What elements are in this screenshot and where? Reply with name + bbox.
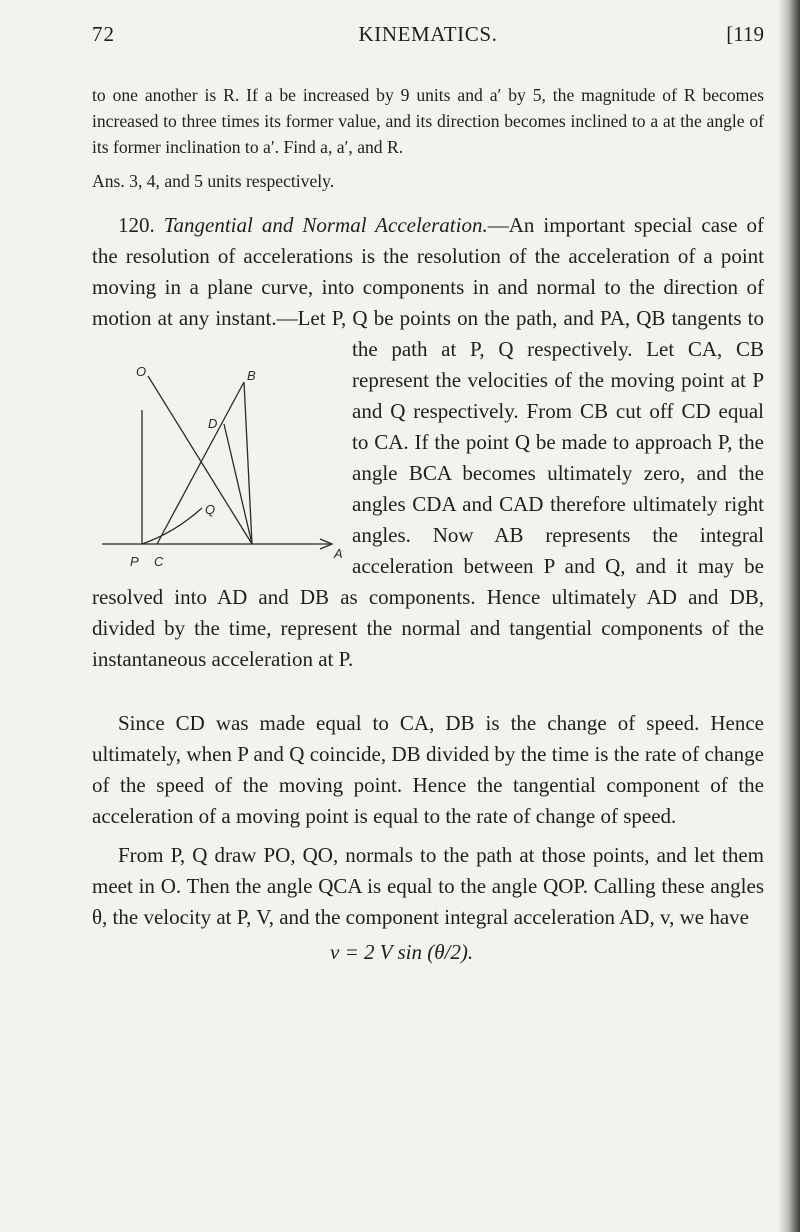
section-para-3: From P, Q draw PO, QO, normals to the path at those points, and let them meet in O. Then the angle QCA is equal to the angle QOP. Calling these angles θ, the velocity at P, V, and the component integral acceleration AD, v, we have	[92, 843, 764, 929]
line-da	[224, 424, 252, 544]
line-oa	[148, 376, 252, 544]
label-C: C	[154, 554, 164, 569]
section-title: Tangential and Normal Acceleration.	[163, 213, 488, 237]
running-title: KINEMATICS.	[358, 22, 498, 46]
tangent-line-qb	[157, 382, 244, 544]
label-A: A	[334, 546, 343, 561]
path-curve	[142, 508, 202, 544]
section-number: 120.	[118, 213, 155, 237]
formula: v = 2 V sin (θ/2).	[330, 940, 474, 964]
tangent-diagram	[84, 358, 346, 572]
section-para-2: Since CD was made equal to CA, DB is the change of speed. Hence ultimately, when P and Q coincide, DB divided by the time is the rate of change of the speed of the moving point. Hence the tangential component of the acceleration of a moving point is equal to the rate of change of speed.	[92, 711, 764, 828]
page-number: 72	[92, 22, 115, 46]
section-para-1-text: —An important special case of the resolution of accelerations is the resolution of the acceleration of a point moving in a plane curve, into components in and normal to the direction of motion at any instant.—Let P, Q be points on the path, and PA, QB tangents to the path at P, Q respectively. Let CA, CB represent the velocities of the moving point at P and Q respectively. From CB cut off CD equal to CA. If the point Q be made to approach P, the angle BCA becomes ultimately zero, and the angles CDA and CAD therefore ultimately right angles. Now AB represents the integral acceleration between P and Q, and it may be resolved into AD and DB as components. Hence ultimately AD and DB, divided by the time, represent the normal and tangential components of the instantaneous acceleration at P.	[92, 213, 765, 671]
section-continued	[92, 708, 764, 968]
label-B: B	[247, 368, 256, 383]
tangent-diagram-svg	[84, 358, 346, 572]
problem-answer: Ans. 3, 4, and 5 units respectively.	[92, 171, 335, 191]
label-Q: Q	[205, 502, 216, 517]
label-D: D	[208, 416, 218, 431]
problem-text: to one another is R. If a be increased by 9 units and a′ by 5, the magnitude of R becomes increased to three times its former value, and its direction becomes inclined to a at the angle of its former inclination to a′. Find a, a′, and R.	[92, 85, 764, 157]
page-header	[92, 22, 764, 56]
label-O: O	[136, 364, 147, 379]
problem-block	[92, 82, 764, 194]
label-P: P	[130, 554, 139, 569]
page-edge-shadow	[778, 0, 800, 1232]
section-reference: [119	[726, 22, 764, 46]
line-ab	[244, 382, 252, 544]
